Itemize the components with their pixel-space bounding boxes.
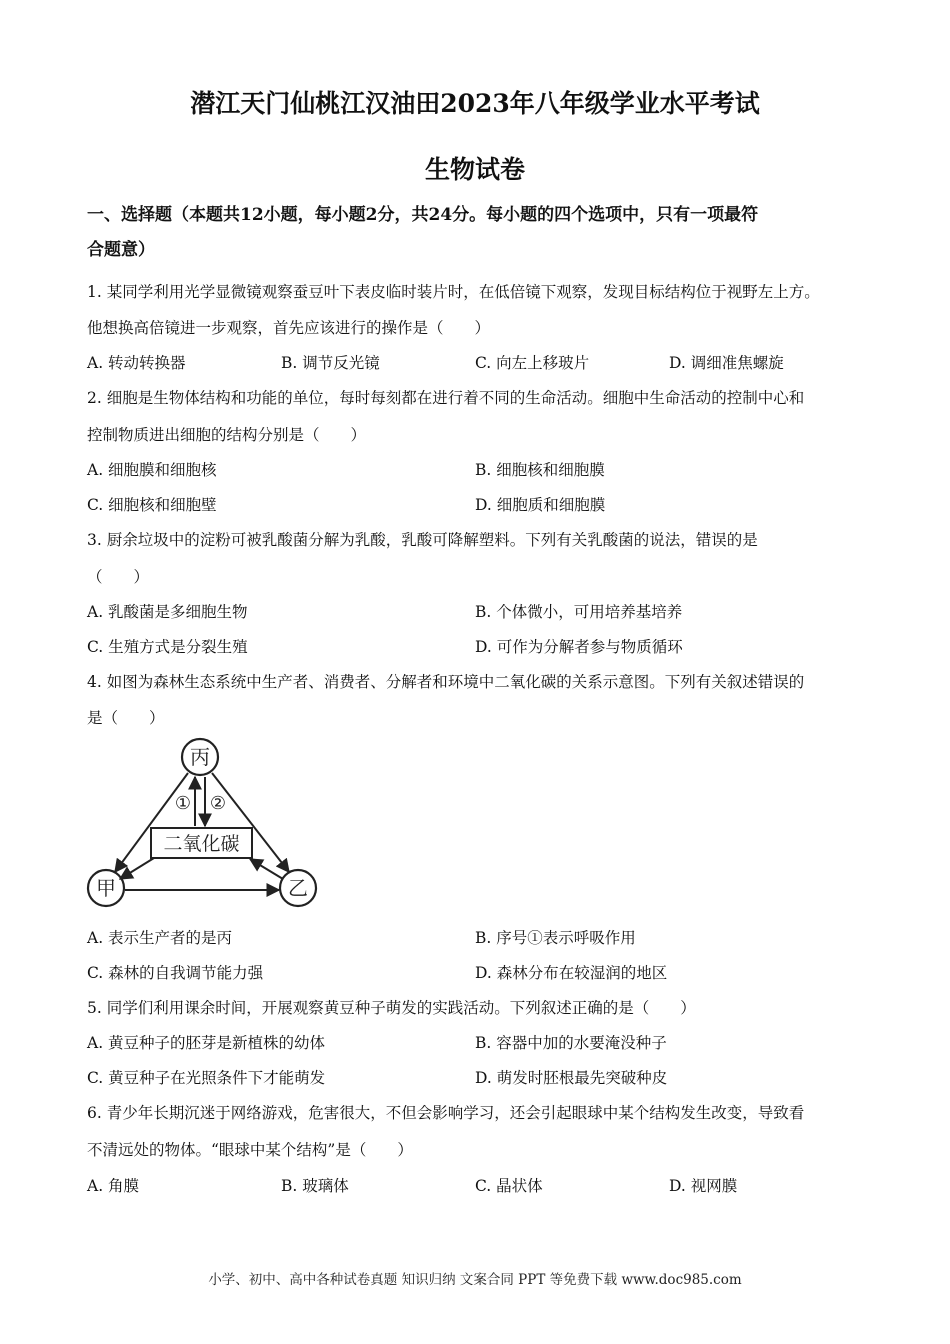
section-heading-line1: 一、选择题（本题共12小题，每小题2分，共24分。每小题的四个选项中，只有一项最符 — [87, 205, 759, 225]
q5-stem-line1: 5. 同学们利用课余时间，开展观察黄豆种子萌发的实践活动。下列叙述正确的是（ ） — [87, 999, 696, 1017]
q1-option-a: A. 转动转换器 — [87, 354, 186, 372]
q6-option-d: D. 视网膜 — [669, 1177, 738, 1195]
exam-subtitle: 生物试卷 — [424, 155, 525, 184]
node-jia — [88, 870, 124, 906]
q2-stem-line2: 控制物质进出细胞的结构分别是（ ） — [87, 426, 367, 444]
carbon-cycle-diagram — [82, 733, 322, 913]
q3-stem-line2: （ ） — [87, 568, 150, 586]
co2-label: 二氧化碳 — [163, 833, 240, 855]
q6-stem-line1: 6. 青少年长期沉迷于网络游戏，危害很大，不但会影响学习，还会引起眼球中某个结构发生改变，导致看 — [87, 1104, 805, 1122]
node-yi-label: 乙 — [288, 876, 308, 900]
q5-option-d: D. 萌发时胚根最先突破种皮 — [475, 1069, 668, 1087]
arrow-yi-to-co2 — [250, 859, 283, 879]
q5-option-b: B. 容器中加的水要淹没种子 — [475, 1034, 667, 1052]
q4-stem-line1: 4. 如图为森林生态系统中生产者、消费者、分解者和环境中二氧化碳的关系示意图。下列有关叙述错误的 — [87, 673, 805, 691]
arrow-2-label: ② — [209, 793, 227, 814]
node-bing-label: 丙 — [190, 745, 210, 769]
q1-stem-line1: 1. 某同学利用光学显微镜观察蚕豆叶下表皮临时装片时，在低倍镜下观察，发现目标结构位于视野左上方。 — [87, 283, 820, 301]
section-heading-line2: 合题意） — [87, 240, 155, 260]
q4-stem-line2: 是（ ） — [87, 709, 165, 727]
q4-option-a: A. 表示生产者的是丙 — [87, 929, 233, 947]
arrow-co2-to-jia — [120, 858, 154, 879]
section-heading — [87, 198, 877, 268]
co2-box — [151, 828, 252, 858]
q2-option-a: A. 细胞膜和细胞核 — [87, 461, 217, 479]
q1-stem-line2: 他想换高倍镜进一步观察，首先应该进行的操作是（ ） — [87, 319, 491, 337]
arrow-1-label: ① — [174, 793, 192, 814]
q2-option-c: C. 细胞核和细胞壁 — [87, 496, 217, 514]
q3-stem-line1: 3. 厨余垃圾中的淀粉可被乳酸菌分解为乳酸，乳酸可降解塑料。下列有关乳酸菌的说法，错误的是 — [87, 531, 758, 549]
q2-option-d: D. 细胞质和细胞膜 — [475, 496, 606, 514]
q4-option-c: C. 森林的自我调节能力强 — [87, 964, 264, 982]
q6-option-c: C. 晶状体 — [475, 1177, 543, 1195]
q1-option-d: D. 调细准焦螺旋 — [669, 354, 784, 372]
q1-option-b: B. 调节反光镜 — [281, 354, 380, 372]
q3-option-c: C. 生殖方式是分裂生殖 — [87, 638, 248, 656]
q5-option-c: C. 黄豆种子在光照条件下才能萌发 — [87, 1069, 326, 1087]
q6-option-b: B. 玻璃体 — [281, 1177, 349, 1195]
q2-option-b: B. 细胞核和细胞膜 — [475, 461, 605, 479]
q2-stem-line1: 2. 细胞是生物体结构和功能的单位，每时每刻都在进行着不同的生命活动。细胞中生命活动的控制中心和 — [87, 389, 805, 407]
q3-option-d: D. 可作为分解者参与物质循环 — [475, 638, 683, 656]
exam-title: 潜江天门仙桃江汉油田2023年八年级学业水平考试 — [190, 89, 760, 118]
q1-option-c: C. 向左上移玻片 — [475, 354, 590, 372]
q4-option-b: B. 序号①表示呼吸作用 — [475, 929, 636, 947]
q5-option-a: A. 黄豆种子的胚芽是新植株的幼体 — [87, 1034, 326, 1052]
q3-option-b: B. 个体微小，可用培养基培养 — [475, 603, 683, 621]
node-yi — [280, 870, 316, 906]
q6-stem-line2: 不清远处的物体。“眼球中某个结构”是（ ） — [87, 1141, 413, 1159]
node-jia-label: 甲 — [96, 876, 116, 900]
node-bing — [182, 739, 218, 775]
q6-option-a: A. 角膜 — [87, 1177, 140, 1195]
page-footer: 小学、初中、高中各种试卷真题 知识归纳 文案合同 PPT 等免费下载 www.doc985.com — [208, 1272, 742, 1288]
q4-option-d: D. 森林分布在较湿润的地区 — [475, 964, 668, 982]
q3-option-a: A. 乳酸菌是多细胞生物 — [87, 603, 248, 621]
